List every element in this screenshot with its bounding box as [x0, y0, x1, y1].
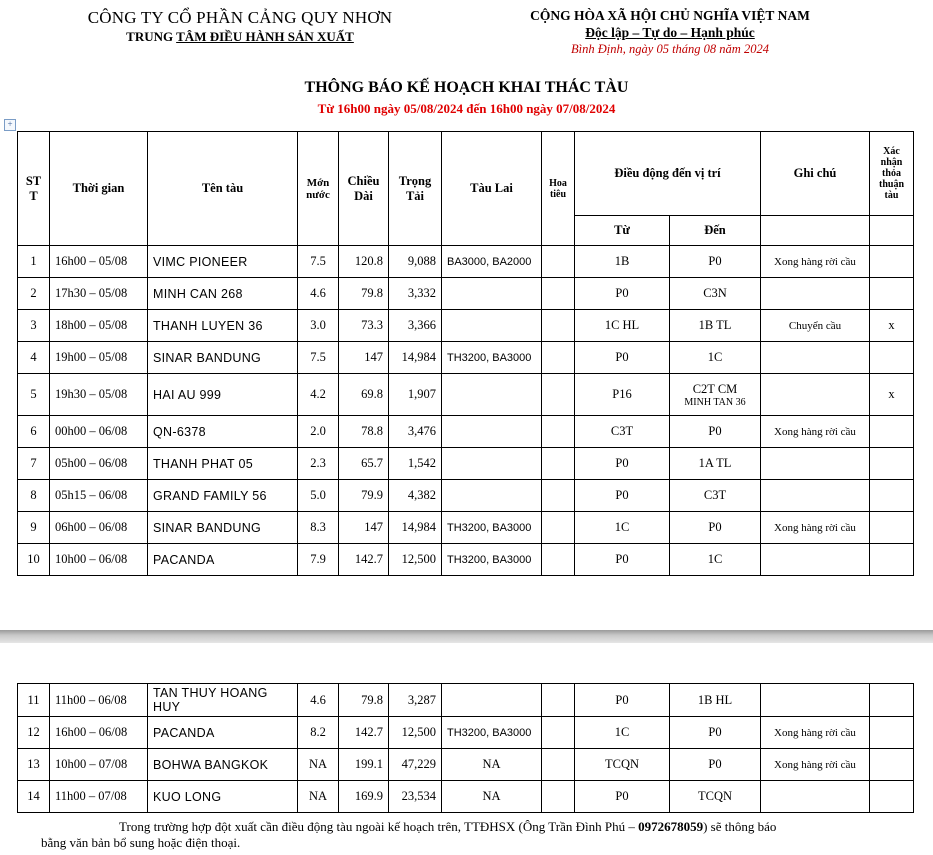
cell-draft: 4.6: [298, 684, 339, 717]
company-name: CÔNG TY CỔ PHẦN CẢNG QUY NHƠN: [87, 8, 393, 27]
col-ship: Tên tàu: [148, 132, 298, 246]
table-row: [18, 416, 914, 448]
table-row: [18, 448, 914, 480]
cell-confirm: [870, 416, 914, 448]
cell-time: 11h00 – 06/08: [50, 684, 148, 717]
company-header: [40, 8, 440, 45]
cell-time: 05h00 – 06/08: [50, 448, 148, 480]
cell-length: 142.7: [339, 717, 389, 749]
cell-to: 1C: [670, 544, 761, 576]
cell-time: 00h00 – 06/08: [50, 416, 148, 448]
col-confirm: Xác nhận thỏa thuận tàu: [870, 132, 914, 216]
cell-pilot: [542, 717, 575, 749]
col-move: Điều động đến vị trí: [575, 132, 761, 216]
cell-tonnage: 9,088: [389, 246, 442, 278]
table-row: [18, 342, 914, 374]
cell-to: C3N: [670, 278, 761, 310]
department-name: TRUNG TÂM ĐIỀU HÀNH SẢN XUẤT: [126, 29, 354, 44]
cell-confirm: [870, 480, 914, 512]
cell-to: 1C: [670, 342, 761, 374]
cell-tonnage: 3,366: [389, 310, 442, 342]
cell-ship: SINAR BANDUNG: [148, 512, 298, 544]
cell-length: 79.8: [339, 278, 389, 310]
cell-ship: PACANDA: [148, 717, 298, 749]
table-row: [18, 781, 914, 813]
cell-pilot: [542, 544, 575, 576]
cell-pilot: [542, 781, 575, 813]
cell-pilot: [542, 416, 575, 448]
cell-tonnage: 3,476: [389, 416, 442, 448]
cell-ship: VIMC PIONEER: [148, 246, 298, 278]
cell-confirm: x: [870, 374, 914, 416]
cell-to: TCQN: [670, 781, 761, 813]
cell-pilot: [542, 684, 575, 717]
cell-ship: KUO LONG: [148, 781, 298, 813]
cell-ship: GRAND FAMILY 56: [148, 480, 298, 512]
cell-stt: 3: [18, 310, 50, 342]
cell-length: 169.9: [339, 781, 389, 813]
cell-confirm: [870, 342, 914, 374]
cell-confirm: [870, 717, 914, 749]
table-row: [18, 374, 914, 416]
cell-confirm: [870, 246, 914, 278]
cell-from: TCQN: [575, 749, 670, 781]
cell-tug: BA3000, BA2000: [442, 246, 542, 278]
cell-draft: 7.5: [298, 342, 339, 374]
col-pilot: Hoa tiêu: [542, 132, 575, 246]
cell-stt: 10: [18, 544, 50, 576]
cell-time: 18h00 – 05/08: [50, 310, 148, 342]
cell-time: 17h30 – 05/08: [50, 278, 148, 310]
cell-draft: 2.3: [298, 448, 339, 480]
cell-draft: NA: [298, 749, 339, 781]
cell-confirm: [870, 278, 914, 310]
table-row: [18, 310, 914, 342]
cell-confirm: [870, 781, 914, 813]
cell-pilot: [542, 246, 575, 278]
cell-confirm: [870, 684, 914, 717]
cell-length: 120.8: [339, 246, 389, 278]
cell-note: [761, 480, 870, 512]
cell-from: P0: [575, 342, 670, 374]
cell-to: C3T: [670, 480, 761, 512]
cell-ship: MINH CAN 268: [148, 278, 298, 310]
cell-ship: THANH LUYEN 36: [148, 310, 298, 342]
cell-stt: 12: [18, 717, 50, 749]
table-row: [18, 480, 914, 512]
cell-to: 1B HL: [670, 684, 761, 717]
cell-draft: 4.2: [298, 374, 339, 416]
cell-from: P0: [575, 448, 670, 480]
cell-length: 199.1: [339, 749, 389, 781]
document-title: THÔNG BÁO KẾ HOẠCH KHAI THÁC TÀU: [304, 79, 629, 96]
col-tug: Tàu Lai: [442, 132, 542, 246]
cell-tug: [442, 684, 542, 717]
cell-length: 78.8: [339, 416, 389, 448]
cell-length: 73.3: [339, 310, 389, 342]
table-row: [18, 717, 914, 749]
cell-length: 79.9: [339, 480, 389, 512]
table-row: [18, 278, 914, 310]
cell-time: 06h00 – 06/08: [50, 512, 148, 544]
cell-ship: PACANDA: [148, 544, 298, 576]
cell-to: P0: [670, 512, 761, 544]
move-handle-icon[interactable]: +: [4, 119, 16, 131]
cell-draft: 7.5: [298, 246, 339, 278]
cell-tug: TH3200, BA3000: [442, 512, 542, 544]
cell-from: P0: [575, 480, 670, 512]
cell-time: 19h00 – 05/08: [50, 342, 148, 374]
cell-note: [761, 374, 870, 416]
col-length: Chiều Dài: [339, 132, 389, 246]
cell-draft: 2.0: [298, 416, 339, 448]
cell-draft: 5.0: [298, 480, 339, 512]
cell-tonnage: 1,542: [389, 448, 442, 480]
cell-note: Xong hàng rời cầu: [761, 246, 870, 278]
cell-tug: TH3200, BA3000: [442, 717, 542, 749]
cell-time: 19h30 – 05/08: [50, 374, 148, 416]
cell-tonnage: 14,984: [389, 342, 442, 374]
cell-length: 79.8: [339, 684, 389, 717]
cell-stt: 1: [18, 246, 50, 278]
cell-tug: [442, 448, 542, 480]
col-note: Ghi chú: [761, 132, 870, 216]
cell-tug: [442, 278, 542, 310]
cell-pilot: [542, 374, 575, 416]
country-name: CỘNG HÒA XÃ HỘI CHỦ NGHĨA VIỆT NAM: [530, 8, 810, 23]
cell-ship: SINAR BANDUNG: [148, 342, 298, 374]
cell-pilot: [542, 342, 575, 374]
cell-note: Xong hàng rời cầu: [761, 717, 870, 749]
cell-ship: TAN THUY HOANG HUY: [148, 684, 298, 717]
cell-time: 10h00 – 07/08: [50, 749, 148, 781]
cell-from: 1B: [575, 246, 670, 278]
cell-stt: 8: [18, 480, 50, 512]
cell-tug: TH3200, BA3000: [442, 544, 542, 576]
cell-length: 142.7: [339, 544, 389, 576]
cell-draft: 7.9: [298, 544, 339, 576]
cell-note: Xong hàng rời cầu: [761, 416, 870, 448]
cell-tug: TH3200, BA3000: [442, 342, 542, 374]
cell-stt: 7: [18, 448, 50, 480]
cell-to: P0: [670, 416, 761, 448]
cell-to: 1B TL: [670, 310, 761, 342]
cell-length: 65.7: [339, 448, 389, 480]
cell-tonnage: 14,984: [389, 512, 442, 544]
cell-from: P0: [575, 278, 670, 310]
cell-tonnage: 1,907: [389, 374, 442, 416]
cell-pilot: [542, 512, 575, 544]
cell-from: P0: [575, 544, 670, 576]
cell-draft: 8.3: [298, 512, 339, 544]
cell-stt: 14: [18, 781, 50, 813]
schedule-table-continued: [17, 683, 914, 813]
table-row: [18, 512, 914, 544]
cell-from: C3T: [575, 416, 670, 448]
cell-tonnage: 4,382: [389, 480, 442, 512]
cell-pilot: [542, 278, 575, 310]
cell-tug: [442, 480, 542, 512]
cell-tonnage: 12,500: [389, 544, 442, 576]
cell-stt: 11: [18, 684, 50, 717]
cell-draft: 4.6: [298, 278, 339, 310]
col-note-sub: [761, 216, 870, 246]
page-break: [0, 630, 933, 643]
cell-note: [761, 342, 870, 374]
contact-phone: 0972678059: [638, 819, 704, 834]
cell-to: C2T CM MINH TAN 36: [670, 374, 761, 416]
place-date: Bình Định, ngày 05 tháng 08 năm 2024: [571, 42, 769, 56]
cell-draft: NA: [298, 781, 339, 813]
cell-ship: THANH PHAT 05: [148, 448, 298, 480]
cell-tonnage: 23,534: [389, 781, 442, 813]
col-stt: ST T: [18, 132, 50, 246]
cell-ship: QN-6378: [148, 416, 298, 448]
cell-tonnage: 3,332: [389, 278, 442, 310]
cell-tug: [442, 310, 542, 342]
col-to: Đến: [670, 216, 761, 246]
table-row: [18, 749, 914, 781]
national-header: [500, 8, 840, 57]
cell-draft: 8.2: [298, 717, 339, 749]
cell-note: [761, 781, 870, 813]
cell-from: 1C HL: [575, 310, 670, 342]
cell-note: [761, 448, 870, 480]
cell-from: 1C: [575, 717, 670, 749]
cell-tonnage: 47,229: [389, 749, 442, 781]
cell-from: P16: [575, 374, 670, 416]
cell-confirm: [870, 544, 914, 576]
cell-to: P0: [670, 749, 761, 781]
cell-stt: 5: [18, 374, 50, 416]
cell-draft: 3.0: [298, 310, 339, 342]
footer-note: Trong trường hợp đột xuất cần điều động tàu ngoài kế hoạch trên, TTĐHSX (Ông Trần Đình Phú – 0972678059) sẽ thông báo bằng văn bản bổ sung hoặc điện thoại.: [41, 819, 777, 850]
cell-tug: [442, 374, 542, 416]
cell-note: Xong hàng rời cầu: [761, 512, 870, 544]
cell-tug: NA: [442, 781, 542, 813]
cell-pilot: [542, 480, 575, 512]
col-from: Từ: [575, 216, 670, 246]
cell-time: 05h15 – 06/08: [50, 480, 148, 512]
cell-from: 1C: [575, 512, 670, 544]
cell-time: 16h00 – 06/08: [50, 717, 148, 749]
cell-time: 10h00 – 06/08: [50, 544, 148, 576]
cell-note: [761, 684, 870, 717]
cell-note: Chuyển cầu: [761, 310, 870, 342]
cell-to: P0: [670, 717, 761, 749]
cell-from: P0: [575, 781, 670, 813]
cell-confirm: x: [870, 310, 914, 342]
cell-tug: [442, 416, 542, 448]
cell-stt: 13: [18, 749, 50, 781]
col-confirm-sub: [870, 216, 914, 246]
cell-note: [761, 544, 870, 576]
col-time: Thời gian: [50, 132, 148, 246]
table-row: [18, 544, 914, 576]
cell-length: 69.8: [339, 374, 389, 416]
cell-ship: HAI AU 999: [148, 374, 298, 416]
cell-note: [761, 278, 870, 310]
table-row: [18, 246, 914, 278]
cell-tonnage: 3,287: [389, 684, 442, 717]
document-period: Từ 16h00 ngày 05/08/2024 đến 16h00 ngày 07/08/2024: [317, 101, 616, 116]
cell-ship: BOHWA BANGKOK: [148, 749, 298, 781]
cell-tonnage: 12,500: [389, 717, 442, 749]
cell-stt: 9: [18, 512, 50, 544]
cell-length: 147: [339, 512, 389, 544]
cell-tug: NA: [442, 749, 542, 781]
schedule-body-page1: [18, 246, 914, 576]
cell-from: P0: [575, 684, 670, 717]
cell-stt: 6: [18, 416, 50, 448]
cell-confirm: [870, 749, 914, 781]
schedule-body-page2: [18, 684, 914, 813]
col-draft: Mớn nước: [298, 132, 339, 246]
cell-to: P0: [670, 246, 761, 278]
cell-length: 147: [339, 342, 389, 374]
cell-note: Xong hàng rời cầu: [761, 749, 870, 781]
cell-pilot: [542, 749, 575, 781]
cell-pilot: [542, 448, 575, 480]
national-motto: Độc lập – Tự do – Hạnh phúc: [585, 25, 755, 40]
table-row: [18, 684, 914, 717]
schedule-table: [17, 131, 914, 576]
cell-time: 11h00 – 07/08: [50, 781, 148, 813]
cell-confirm: [870, 448, 914, 480]
cell-stt: 4: [18, 342, 50, 374]
cell-time: 16h00 – 05/08: [50, 246, 148, 278]
cell-stt: 2: [18, 278, 50, 310]
cell-to: 1A TL: [670, 448, 761, 480]
cell-confirm: [870, 512, 914, 544]
col-tonnage: Trọng Tải: [389, 132, 442, 246]
cell-pilot: [542, 310, 575, 342]
